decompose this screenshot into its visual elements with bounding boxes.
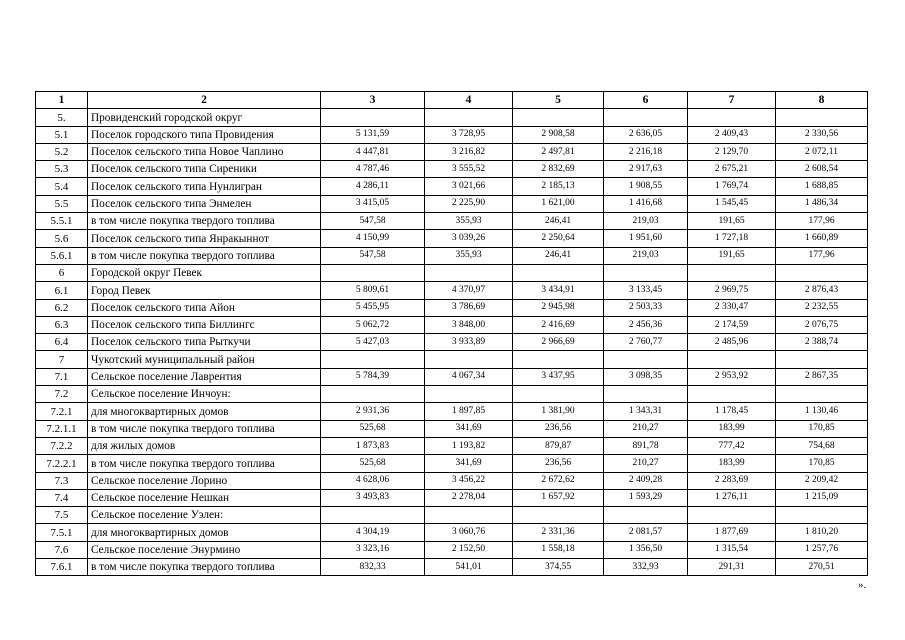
row-number-cell: 6.1: [36, 282, 88, 299]
row-number-cell: 6.4: [36, 334, 88, 351]
value-cell: [776, 351, 868, 368]
value-cell: 525,68: [321, 420, 425, 437]
value-cell: 219,03: [604, 213, 688, 230]
value-cell: 2 250,64: [513, 230, 604, 247]
value-cell: [321, 507, 425, 524]
value-cell: 3 456,22: [425, 472, 513, 489]
value-cell: 547,58: [321, 213, 425, 230]
table-row: [36, 316, 868, 333]
value-cell: [321, 109, 425, 126]
value-cell: 2 876,43: [776, 282, 868, 299]
table-row: [36, 299, 868, 316]
row-number-cell: 7.2.1: [36, 403, 88, 420]
value-cell: 236,56: [513, 455, 604, 472]
row-name-cell: для жилых домов: [88, 437, 321, 454]
value-cell: 3 434,91: [513, 282, 604, 299]
row-number-cell: 5.5.1: [36, 213, 88, 230]
value-cell: 1 727,18: [688, 230, 776, 247]
row-name-cell: в том числе покупка твердого топлива: [88, 213, 321, 230]
value-cell: 2 636,05: [604, 126, 688, 143]
table-row: [36, 161, 868, 178]
value-cell: 2 081,57: [604, 524, 688, 541]
row-name-cell: Провиденский городской округ: [88, 109, 321, 126]
value-cell: 1 897,85: [425, 403, 513, 420]
value-cell: 1 276,11: [688, 489, 776, 506]
value-cell: 3 323,16: [321, 541, 425, 558]
value-cell: 210,27: [604, 420, 688, 437]
value-cell: 1 486,34: [776, 195, 868, 212]
value-cell: 177,96: [776, 213, 868, 230]
value-cell: [425, 109, 513, 126]
value-cell: 1 130,46: [776, 403, 868, 420]
table-row: [36, 559, 868, 576]
row-name-cell: Чукотский муниципальный район: [88, 351, 321, 368]
value-cell: 3 848,00: [425, 316, 513, 333]
value-cell: 2 832,69: [513, 161, 604, 178]
value-cell: 1 873,83: [321, 437, 425, 454]
row-name-cell: в том числе покупка твердого топлива: [88, 420, 321, 437]
row-number-cell: 7.2.2: [36, 437, 88, 454]
value-cell: 3 493,83: [321, 489, 425, 506]
value-cell: 2 232,55: [776, 299, 868, 316]
value-cell: 2 503,33: [604, 299, 688, 316]
value-cell: 3 039,26: [425, 230, 513, 247]
row-name-cell: Сельское поселение Энурмино: [88, 541, 321, 558]
value-cell: 210,27: [604, 455, 688, 472]
row-number-cell: 5.: [36, 109, 88, 126]
row-number-cell: 5.5: [36, 195, 88, 212]
value-cell: 2 867,35: [776, 368, 868, 385]
value-cell: 183,99: [688, 455, 776, 472]
row-number-cell: 7.2.2.1: [36, 455, 88, 472]
header-cell: 7: [688, 92, 776, 109]
value-cell: [425, 386, 513, 403]
table-row: [36, 213, 868, 230]
value-cell: 541,01: [425, 559, 513, 576]
value-cell: 1 215,09: [776, 489, 868, 506]
value-cell: [425, 507, 513, 524]
value-cell: [776, 507, 868, 524]
value-cell: [604, 507, 688, 524]
row-number-cell: 6: [36, 264, 88, 281]
row-name-cell: в том числе покупка твердого топлива: [88, 455, 321, 472]
row-name-cell: Сельское поселение Инчоун:: [88, 386, 321, 403]
row-name-cell: Городской округ Певек: [88, 264, 321, 281]
table-row: [36, 541, 868, 558]
value-cell: 2 225,90: [425, 195, 513, 212]
value-cell: 1 257,76: [776, 541, 868, 558]
value-cell: 4 787,46: [321, 161, 425, 178]
row-name-cell: Поселок городского типа Провидения: [88, 126, 321, 143]
row-name-cell: Сельское поселение Лаврентия: [88, 368, 321, 385]
row-name-cell: Сельское поселение Лорино: [88, 472, 321, 489]
value-cell: 3 933,89: [425, 334, 513, 351]
table-row: [36, 524, 868, 541]
value-cell: 5 062,72: [321, 316, 425, 333]
value-cell: 2 969,75: [688, 282, 776, 299]
value-cell: 3 098,35: [604, 368, 688, 385]
value-cell: 2 209,42: [776, 472, 868, 489]
row-name-cell: Поселок сельского типа Янракыннот: [88, 230, 321, 247]
value-cell: 777,42: [688, 437, 776, 454]
value-cell: 246,41: [513, 247, 604, 264]
header-cell: 5: [513, 92, 604, 109]
value-cell: 341,69: [425, 455, 513, 472]
value-cell: [513, 386, 604, 403]
value-cell: 1 178,45: [688, 403, 776, 420]
row-number-cell: 7.2.1.1: [36, 420, 88, 437]
table-row: [36, 351, 868, 368]
value-cell: 2 388,74: [776, 334, 868, 351]
value-cell: 1 343,31: [604, 403, 688, 420]
row-number-cell: 5.6.1: [36, 247, 88, 264]
value-cell: 4 150,99: [321, 230, 425, 247]
row-number-cell: 7.1: [36, 368, 88, 385]
table-row: [36, 420, 868, 437]
value-cell: 1 593,29: [604, 489, 688, 506]
row-name-cell: Поселок сельского типа Сиреники: [88, 161, 321, 178]
value-cell: 754,68: [776, 437, 868, 454]
row-number-cell: 7.6.1: [36, 559, 88, 576]
value-cell: 4 304,19: [321, 524, 425, 541]
table-row: [36, 143, 868, 160]
value-cell: 1 810,20: [776, 524, 868, 541]
row-number-cell: 5.1: [36, 126, 88, 143]
value-cell: [513, 507, 604, 524]
value-cell: 2 072,11: [776, 143, 868, 160]
value-cell: 1 356,50: [604, 541, 688, 558]
value-cell: 1 877,69: [688, 524, 776, 541]
value-cell: 832,33: [321, 559, 425, 576]
row-name-cell: Поселок сельского типа Энмелен: [88, 195, 321, 212]
value-cell: [688, 264, 776, 281]
value-cell: 2 278,04: [425, 489, 513, 506]
table-row: [36, 230, 868, 247]
value-cell: [425, 264, 513, 281]
value-cell: 191,65: [688, 213, 776, 230]
value-cell: [776, 264, 868, 281]
value-cell: 5 809,61: [321, 282, 425, 299]
header-cell: 1: [36, 92, 88, 109]
row-name-cell: для многоквартирных домов: [88, 403, 321, 420]
value-cell: 2 953,92: [688, 368, 776, 385]
value-cell: [604, 109, 688, 126]
value-cell: 5 455,95: [321, 299, 425, 316]
value-cell: 170,85: [776, 455, 868, 472]
value-cell: 3 216,82: [425, 143, 513, 160]
value-cell: 4 286,11: [321, 178, 425, 195]
row-name-cell: для многоквартирных домов: [88, 524, 321, 541]
value-cell: 2 409,43: [688, 126, 776, 143]
value-cell: 2 908,58: [513, 126, 604, 143]
value-cell: 2 931,36: [321, 403, 425, 420]
value-cell: [513, 109, 604, 126]
value-cell: 891,78: [604, 437, 688, 454]
table-row: [36, 264, 868, 281]
value-cell: 236,56: [513, 420, 604, 437]
table-row: [36, 437, 868, 454]
value-cell: 170,85: [776, 420, 868, 437]
table-row: [36, 109, 868, 126]
value-cell: 1 660,89: [776, 230, 868, 247]
value-cell: [321, 351, 425, 368]
value-cell: [425, 351, 513, 368]
table-row: [36, 334, 868, 351]
value-cell: 2 216,18: [604, 143, 688, 160]
value-cell: 2 152,50: [425, 541, 513, 558]
row-number-cell: 5.4: [36, 178, 88, 195]
header-row: [36, 92, 868, 109]
value-cell: [688, 507, 776, 524]
row-number-cell: 5.3: [36, 161, 88, 178]
value-cell: 2 330,56: [776, 126, 868, 143]
value-cell: 2 675,21: [688, 161, 776, 178]
value-cell: 1 545,45: [688, 195, 776, 212]
value-cell: 1 908,55: [604, 178, 688, 195]
header-cell: 8: [776, 92, 868, 109]
value-cell: 5 427,03: [321, 334, 425, 351]
value-cell: 525,68: [321, 455, 425, 472]
value-cell: 3 060,76: [425, 524, 513, 541]
row-name-cell: Поселок сельского типа Айон: [88, 299, 321, 316]
tariff-table: [35, 91, 868, 576]
value-cell: 246,41: [513, 213, 604, 230]
value-cell: [321, 264, 425, 281]
header-cell: 6: [604, 92, 688, 109]
value-cell: 2 409,28: [604, 472, 688, 489]
row-number-cell: 6.3: [36, 316, 88, 333]
table-row: [36, 403, 868, 420]
row-name-cell: Сельское поселение Уэлен:: [88, 507, 321, 524]
value-cell: 2 608,54: [776, 161, 868, 178]
value-cell: [688, 109, 776, 126]
value-cell: 355,93: [425, 213, 513, 230]
value-cell: 3 133,45: [604, 282, 688, 299]
value-cell: 2 485,96: [688, 334, 776, 351]
value-cell: 2 497,81: [513, 143, 604, 160]
table-row: [36, 507, 868, 524]
value-cell: 1 416,68: [604, 195, 688, 212]
row-name-cell: Поселок сельского типа Биллингс: [88, 316, 321, 333]
value-cell: 2 416,69: [513, 316, 604, 333]
value-cell: 3 021,66: [425, 178, 513, 195]
table-row: [36, 386, 868, 403]
table-row: [36, 282, 868, 299]
value-cell: 4 067,34: [425, 368, 513, 385]
table-row: [36, 472, 868, 489]
value-cell: 2 185,13: [513, 178, 604, 195]
value-cell: 177,96: [776, 247, 868, 264]
value-cell: 1 657,92: [513, 489, 604, 506]
value-cell: 4 447,81: [321, 143, 425, 160]
table-body: [36, 109, 868, 576]
row-number-cell: 7.4: [36, 489, 88, 506]
row-number-cell: 7.2: [36, 386, 88, 403]
value-cell: 3 415,05: [321, 195, 425, 212]
table-row: [36, 247, 868, 264]
header-cell: 3: [321, 92, 425, 109]
value-cell: 5 784,39: [321, 368, 425, 385]
row-number-cell: 7.5: [36, 507, 88, 524]
row-number-cell: 5.2: [36, 143, 88, 160]
row-name-cell: Поселок сельского типа Новое Чаплино: [88, 143, 321, 160]
header-cell: 4: [425, 92, 513, 109]
value-cell: 4 370,97: [425, 282, 513, 299]
value-cell: [688, 351, 776, 368]
value-cell: 355,93: [425, 247, 513, 264]
value-cell: 3 555,52: [425, 161, 513, 178]
value-cell: [321, 386, 425, 403]
table-row: [36, 126, 868, 143]
value-cell: 2 945,98: [513, 299, 604, 316]
value-cell: 3 728,95: [425, 126, 513, 143]
row-number-cell: 7.3: [36, 472, 88, 489]
row-number-cell: 7: [36, 351, 88, 368]
value-cell: 1 381,90: [513, 403, 604, 420]
value-cell: 1 315,54: [688, 541, 776, 558]
value-cell: 1 621,00: [513, 195, 604, 212]
row-number-cell: 7.5.1: [36, 524, 88, 541]
value-cell: 2 331,36: [513, 524, 604, 541]
row-name-cell: в том числе покупка твердого топлива: [88, 247, 321, 264]
value-cell: [688, 386, 776, 403]
value-cell: 2 330,47: [688, 299, 776, 316]
value-cell: 1 951,60: [604, 230, 688, 247]
value-cell: [604, 351, 688, 368]
value-cell: [513, 264, 604, 281]
row-name-cell: в том числе покупка твердого топлива: [88, 559, 321, 576]
header-cell: 2: [88, 92, 321, 109]
value-cell: [776, 109, 868, 126]
value-cell: 341,69: [425, 420, 513, 437]
value-cell: [776, 386, 868, 403]
table-row: [36, 195, 868, 212]
row-number-cell: 5.6: [36, 230, 88, 247]
value-cell: 291,31: [688, 559, 776, 576]
value-cell: 2 760,77: [604, 334, 688, 351]
closing-quote-mark: ».: [858, 579, 867, 591]
table-row: [36, 178, 868, 195]
value-cell: 1 558,18: [513, 541, 604, 558]
value-cell: 3 437,95: [513, 368, 604, 385]
value-cell: [513, 351, 604, 368]
value-cell: 2 076,75: [776, 316, 868, 333]
table-row: [36, 489, 868, 506]
row-number-cell: 6.2: [36, 299, 88, 316]
value-cell: 5 131,59: [321, 126, 425, 143]
value-cell: 2 966,69: [513, 334, 604, 351]
value-cell: 1 688,85: [776, 178, 868, 195]
value-cell: 2 456,36: [604, 316, 688, 333]
row-number-cell: 7.6: [36, 541, 88, 558]
value-cell: 2 129,70: [688, 143, 776, 160]
value-cell: 219,03: [604, 247, 688, 264]
value-cell: 879,87: [513, 437, 604, 454]
value-cell: 4 628,06: [321, 472, 425, 489]
value-cell: 2 672,62: [513, 472, 604, 489]
value-cell: 3 786,69: [425, 299, 513, 316]
table-row: [36, 368, 868, 385]
value-cell: 2 917,63: [604, 161, 688, 178]
row-name-cell: Поселок сельского типа Рыткучи: [88, 334, 321, 351]
value-cell: [604, 386, 688, 403]
value-cell: 191,65: [688, 247, 776, 264]
table-row: [36, 455, 868, 472]
value-cell: 1 769,74: [688, 178, 776, 195]
value-cell: 1 193,82: [425, 437, 513, 454]
value-cell: 270,51: [776, 559, 868, 576]
value-cell: 547,58: [321, 247, 425, 264]
value-cell: 332,93: [604, 559, 688, 576]
value-cell: [604, 264, 688, 281]
row-name-cell: Поселок сельского типа Нунлигран: [88, 178, 321, 195]
value-cell: 2 174,59: [688, 316, 776, 333]
row-name-cell: Город Певек: [88, 282, 321, 299]
value-cell: 2 283,69: [688, 472, 776, 489]
value-cell: 183,99: [688, 420, 776, 437]
row-name-cell: Сельское поселение Нешкан: [88, 489, 321, 506]
value-cell: 374,55: [513, 559, 604, 576]
